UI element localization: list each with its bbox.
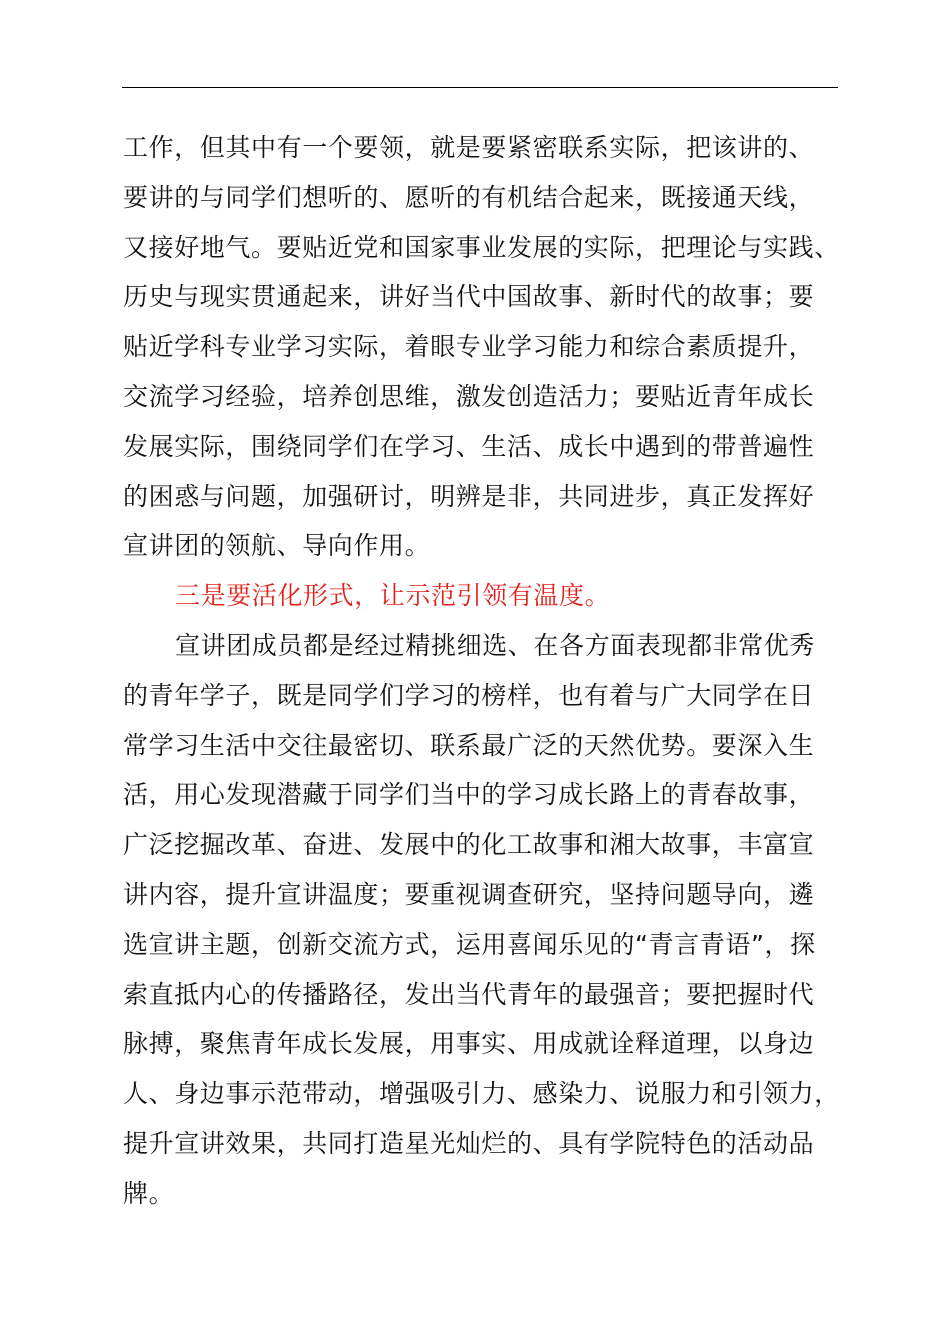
text-line: 交流学习经验，培养创思维，激发创造活力；要贴近青年成长	[123, 381, 815, 411]
text-line: 牌。	[123, 1178, 175, 1208]
text-line: 提升宣讲效果，共同打造星光灿烂的、具有学院特色的活动品	[123, 1128, 815, 1158]
text-line: 广泛挖掘改革、奋进、发展中的化工故事和湘大故事，丰富宣	[123, 830, 815, 860]
text-line: 宣讲团成员都是经过精挑细选、在各方面表现都非常优秀	[175, 630, 816, 660]
text-line: 索直抵内心的传播路径，发出当代青年的最强音；要把握时代	[123, 979, 815, 1009]
header-rule	[122, 87, 838, 88]
text-line: 发展实际，围绕同学们在学习、生活、成长中遇到的带普遍性	[123, 431, 815, 461]
text-line: 脉搏，聚焦青年成长发展，用事实、用成就诠释道理，以身边	[123, 1029, 815, 1059]
text-line: 讲内容，提升宣讲温度；要重视调查研究，坚持问题导向，遴	[123, 879, 815, 909]
text-line: 工作，但其中有一个要领，就是要紧密联系实际，把该讲的、	[123, 133, 815, 162]
text-line: 宣讲团的领航、导向作用。	[123, 531, 431, 561]
text-line: 历史与现实贯通起来，讲好当代中国故事、新时代的故事；要	[123, 282, 815, 312]
section-heading: 三是要活化形式，让示范引领有温度。	[175, 581, 611, 611]
text-line: 要讲的与同学们想听的、愿听的有机结合起来，既接通天线，	[123, 182, 815, 212]
paragraph-main	[123, 621, 863, 1219]
text-line: 人、身边事示范带动，增强吸引力、感染力、说服力和引领力，	[123, 1079, 840, 1109]
text-line: 活，用心发现潜藏于同学们当中的学习成长路上的青春故事，	[123, 780, 815, 810]
text-line: 的青年学子，既是同学们学习的榜样，也有着与广大同学在日	[123, 680, 815, 710]
document-body	[123, 123, 863, 1219]
paragraph-continued	[123, 123, 863, 571]
text-line: 贴近学科专业学习实际，着眼专业学习能力和综合素质提升，	[123, 332, 815, 362]
text-line: 选宣讲主题，创新交流方式，运用喜闻乐见的“青言青语”，探	[123, 929, 816, 959]
text-line: 又接好地气。要贴近党和国家事业发展的实际，把理论与实践、	[123, 232, 840, 262]
text-line: 的困惑与问题，加强研讨，明辨是非，共同进步，真正发挥好	[123, 481, 815, 511]
text-line: 常学习生活中交往最密切、联系最广泛的天然优势。要深入生	[123, 730, 815, 760]
